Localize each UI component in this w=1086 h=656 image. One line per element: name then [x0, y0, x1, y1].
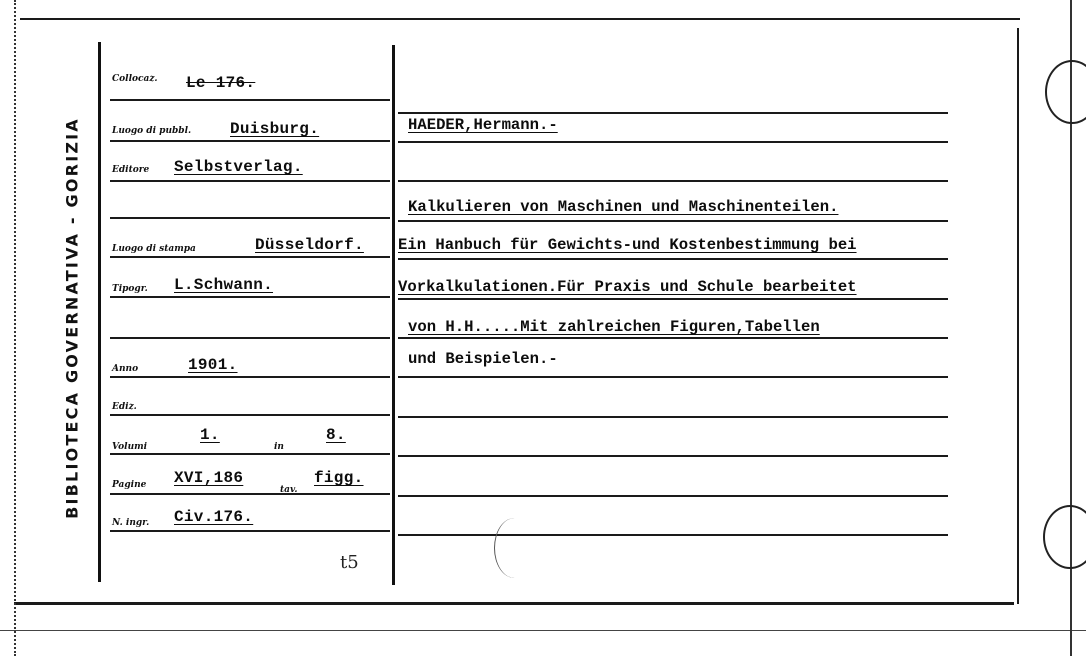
value-anno: 1901.: [188, 356, 238, 374]
punch-hole-top: [1045, 60, 1086, 124]
scan-bottom-line: [0, 630, 1086, 631]
label-editore: Editore: [112, 165, 150, 175]
pencil-mark: [494, 518, 535, 578]
center-divider-line: [392, 45, 395, 585]
card-bottom-edge: [14, 602, 1014, 605]
title-line-4: von H.H.....Mit zahlreichen Figuren,Tabellen: [408, 318, 820, 336]
value-pagine: XVI,186: [174, 469, 244, 487]
rule: [110, 140, 390, 142]
rule: [398, 112, 948, 114]
value-volumi: 1.: [200, 426, 220, 444]
rule: [398, 258, 948, 260]
value-luogo-stampa: Düsseldorf.: [255, 236, 364, 254]
rule: [110, 296, 390, 298]
rule: [110, 453, 390, 455]
value-tipogr: L.Schwann.: [174, 276, 274, 294]
rule: [110, 180, 390, 182]
rule: [398, 455, 948, 457]
value-n-ingr: Civ.176.: [174, 508, 254, 526]
scan-left-edge: [4, 0, 16, 656]
label-tipogr: Tipogr.: [112, 284, 148, 294]
rule: [398, 376, 948, 378]
rule: [398, 141, 948, 143]
rule: [398, 220, 948, 222]
label-collocazione: Collocaz.: [112, 74, 158, 84]
card-right-edge: [1017, 28, 1019, 604]
rule: [398, 416, 948, 418]
label-pagine: Pagine: [112, 480, 147, 490]
title-line-2: Ein Hanbuch für Gewichts-und Kostenbestimmung bei: [398, 236, 857, 254]
punch-hole-bottom: [1043, 505, 1086, 569]
rule: [398, 495, 948, 497]
library-stamp: BIBLIOTECA GOVERNATIVA - GORIZIA: [62, 117, 82, 519]
rule: [398, 534, 948, 536]
label-ediz: Ediz.: [112, 402, 137, 412]
value-editore: Selbstverlag.: [174, 158, 303, 176]
label-luogo-stampa: Luogo di stampa: [112, 244, 196, 254]
card-top-edge: [20, 18, 1020, 20]
title-line-3: Vorkalkulationen.Für Praxis und Schule bearbeitet: [398, 278, 857, 296]
left-margin-line: [98, 42, 101, 582]
rule: [110, 530, 390, 532]
rule: [110, 414, 390, 416]
rule: [110, 493, 390, 495]
label-tav: tav.: [280, 485, 298, 495]
author-heading: HAEDER,Hermann.-: [408, 116, 558, 134]
title-line-5: und Beispielen.-: [408, 350, 558, 368]
label-in: in: [274, 442, 284, 452]
rule: [110, 256, 390, 258]
rule: [110, 217, 390, 219]
label-volumi: Volumi: [112, 442, 148, 452]
rule: [398, 180, 948, 182]
handwritten-note: t5: [340, 552, 359, 573]
title-line-1: Kalkulieren von Maschinen und Maschinenteilen.: [408, 198, 839, 216]
rule: [398, 337, 948, 339]
label-n-ingr: N. ingr.: [112, 518, 150, 528]
rule: [110, 376, 390, 378]
label-anno: Anno: [112, 364, 139, 374]
value-luogo-pubbl: Duisburg.: [230, 120, 320, 138]
value-collocazione: Le 176.: [186, 74, 256, 92]
rule: [110, 99, 390, 101]
rule: [398, 298, 948, 300]
rule: [110, 337, 390, 339]
value-formato: 8.: [326, 426, 346, 444]
label-luogo-pubbl: Luogo di pubbl.: [112, 126, 192, 136]
value-figg: figg.: [314, 469, 364, 487]
